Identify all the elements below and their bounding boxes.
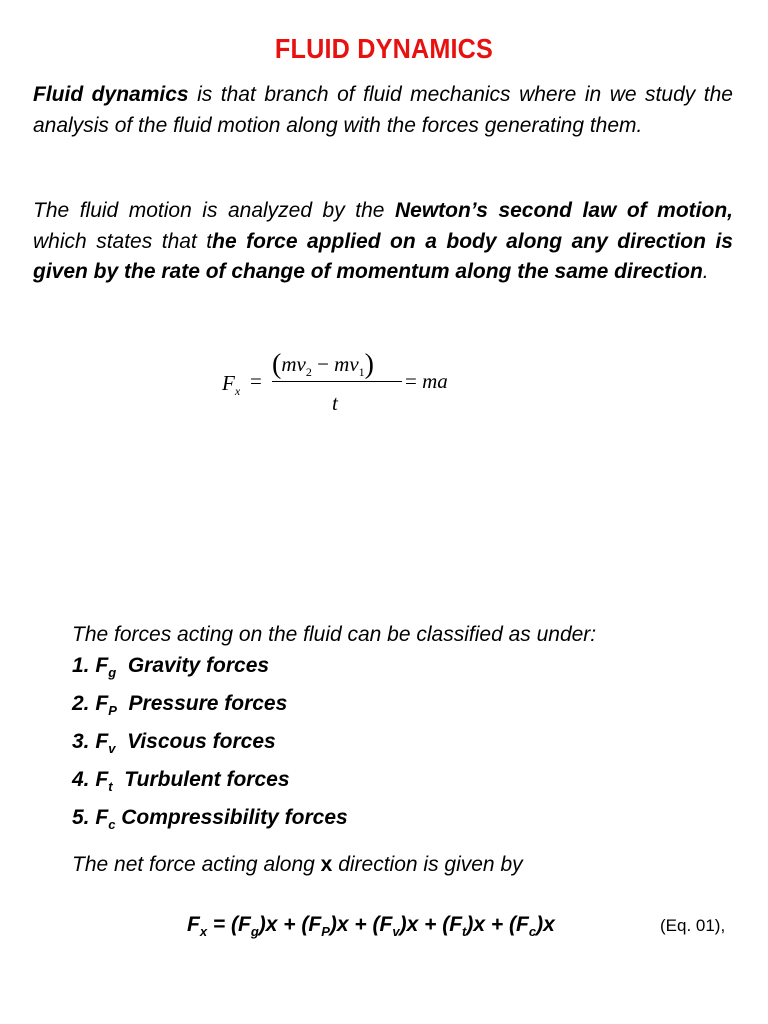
law-end: . bbox=[702, 260, 709, 283]
net-force-intro: The net force acting along x direction is given by bbox=[72, 853, 523, 876]
forces-intro: The forces acting on the fluid can be classified as under: bbox=[72, 623, 597, 646]
forces-list bbox=[72, 620, 596, 841]
formula-rhs: = ma bbox=[405, 369, 448, 393]
law-intro: The fluid motion is analyzed by the bbox=[33, 199, 395, 222]
formula-equals: = bbox=[250, 369, 262, 393]
newton-law-paragraph bbox=[33, 196, 733, 288]
force-item-turbulent: 4. $F_t$ Turbulent forces bbox=[72, 768, 290, 795]
force-item-pressure: 2. $F_P$ Pressure forces bbox=[72, 692, 288, 719]
formula-numerator: $(mv_2 - mv_1)$ bbox=[272, 349, 374, 380]
law-statement: he force applied on a body along any direction is given by the rate of change of momentum along the same direction bbox=[33, 229, 733, 283]
force-item-viscous: 3. $F_v$ Viscous forces bbox=[72, 730, 276, 757]
definition-paragraph bbox=[33, 80, 733, 141]
formula-denominator: t bbox=[332, 391, 338, 415]
law-name: Newton’s second law of motion, bbox=[394, 199, 734, 222]
net-force-equation: $F_x = (F_g)x + (F_P)x + (F_v)x + (F_t)x + (F_c)x$ bbox=[187, 913, 555, 940]
term-fluid-dynamics: Fluid dynamics bbox=[33, 83, 189, 106]
definition-text: is that branch of fluid mechanics where in we study the analysis of the fluid motion along with the forces generating them. bbox=[33, 83, 733, 137]
fraction-bar bbox=[272, 381, 402, 382]
page-title: FLUID DYNAMICS bbox=[274, 33, 494, 64]
formula-lhs: $F_x$ bbox=[222, 371, 241, 399]
force-item-gravity: 1. $F_g$ Gravity forces bbox=[72, 653, 270, 681]
force-item-compressibility: 5. $F_c$ Compressibility forces bbox=[72, 806, 348, 833]
momentum-formula bbox=[220, 343, 480, 423]
equation-number: (Eq. 01), bbox=[660, 916, 726, 935]
law-mid: which states that t bbox=[33, 229, 213, 253]
